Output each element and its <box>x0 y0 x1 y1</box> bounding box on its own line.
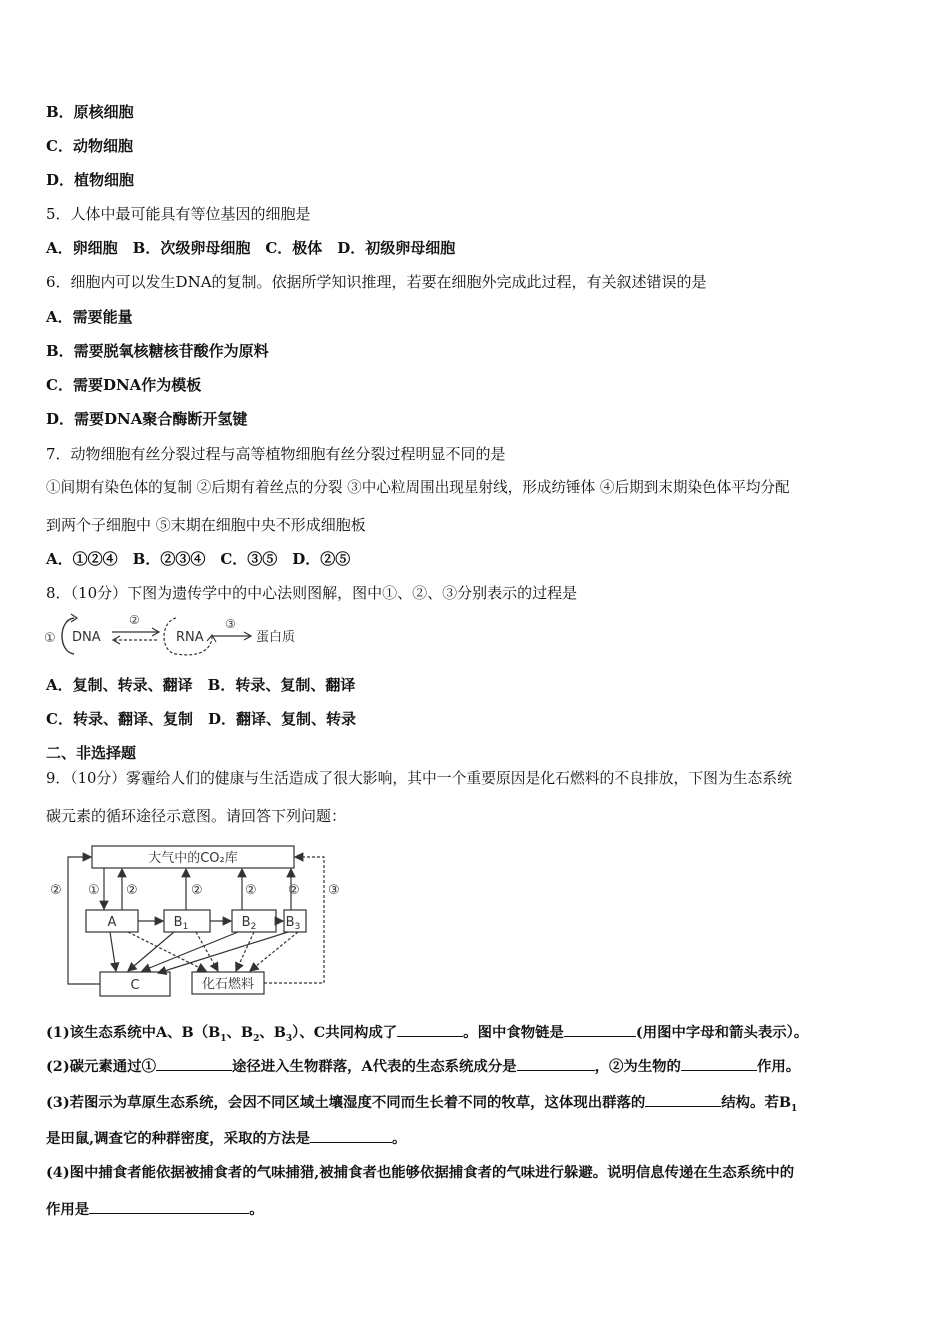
b1-to-c-arrow <box>128 932 174 971</box>
q6-stem: 6．细胞内可以发生DNA的复制。依据所学知识推理，若要在细胞外完成此过程，有关叙述错误的是 <box>46 273 707 291</box>
box-b2-sub: 2 <box>250 922 257 932</box>
b2-to-c-arrow <box>142 932 238 971</box>
q7-stem: 7．动物细胞有丝分裂过程与高等植物细胞有丝分裂过程明显不同的是 <box>46 445 506 463</box>
label-2-a: ② <box>126 883 138 898</box>
q9-sub2-part-a: (2)碳元素通过① <box>46 1058 156 1075</box>
box-b1-sub: 1 <box>182 922 189 932</box>
diagram-dna: DNA <box>72 630 101 645</box>
q9-sub1-sub2: 2 <box>253 1033 260 1044</box>
q9-sub2-part-b: 途径进入生物群落，A代表的生态系统成分是 <box>231 1058 517 1075</box>
q9-sub3-line2-part-a: 是田鼠,调查它的种群密度，采取的方法是 <box>46 1130 311 1147</box>
q9-sub1-part-c: 、B <box>259 1024 286 1041</box>
q9-sub1 <box>46 1022 808 1049</box>
b1-to-fuel-arrow <box>196 932 218 971</box>
box-b1-label: B <box>173 915 183 930</box>
q8-options-line1: A．复制、转录、翻译 B．转录、复制、翻译 <box>46 676 356 694</box>
q9-sub2-part-d: 作用。 <box>756 1058 801 1075</box>
q6-option-c: C．需要DNA作为模板 <box>46 376 202 394</box>
q9-stem-line1: 9．（10分）雾霾给人们的健康与生活造成了很大影响，其中一个重要原因是化石燃料的不良排放，下图为生态系统 <box>46 770 792 787</box>
q4-option-d: D．植物细胞 <box>46 171 135 189</box>
answer-blank-1[interactable] <box>397 1022 463 1037</box>
q9-sub3-line1 <box>46 1092 797 1119</box>
box-b2-label: B <box>241 915 251 930</box>
box-a-label: A <box>107 915 117 930</box>
q6-option-a: A．需要能量 <box>46 308 133 326</box>
b3-to-fuel-arrow <box>250 932 298 971</box>
box-b3-label: B <box>285 915 295 930</box>
label-3: ③ <box>328 883 340 898</box>
q5-stem: 5．人体中最可能具有等位基因的细胞是 <box>46 205 311 223</box>
q9-sub4-line2-part-b: 。 <box>249 1201 264 1218</box>
diagram-label-1: ① <box>44 631 56 646</box>
q9-sub3-line2-part-b: 。 <box>392 1130 407 1147</box>
q4-option-b: B．原核细胞 <box>46 103 134 121</box>
q9-sub1-sub3: 3 <box>285 1033 293 1044</box>
box-c-label: C <box>130 978 140 993</box>
q9-stem-line2: 碳元素的循环途径示意图。请回答下列问题： <box>46 807 347 825</box>
diagram-label-2: ② <box>129 613 140 627</box>
q9-sub3-sub: 1 <box>791 1103 798 1114</box>
central-dogma-diagram <box>44 610 324 662</box>
box-b3-sub: 3 <box>294 922 301 932</box>
q6-option-b: B．需要脱氧核糖核苷酸作为原料 <box>46 342 269 360</box>
answer-blank-6[interactable] <box>645 1092 721 1107</box>
answer-blank-3[interactable] <box>156 1056 232 1071</box>
answer-blank-5[interactable] <box>681 1056 757 1071</box>
q8-stem: 8．（10分）下图为遗传学中的中心法则图解，图中①、②、③分别表示的过程是 <box>46 584 578 602</box>
q9-sub1-sub1: 1 <box>220 1033 227 1044</box>
q9-sub2-part-c: ，②为生物的 <box>594 1058 681 1075</box>
q7-options: A．①②④ B．②③④ C．③⑤ D．②⑤ <box>46 550 351 568</box>
diagram-rna: RNA <box>176 630 204 645</box>
diagram-label-3: ③ <box>225 617 236 631</box>
label-2-b1: ② <box>191 883 203 898</box>
diagram-protein: 蛋白质 <box>256 630 296 645</box>
q9-sub4-line1: (4)图中捕食者能依据被捕食者的气味捕猎,被捕食者也能够依据捕食者的气味进行躲避。说明信息传递在生态系统中的 <box>46 1164 795 1181</box>
q7-items-line1: ①间期有染色体的复制 ②后期有着丝点的分裂 ③中心粒周围出现星射线，形成纺锤体 ④后期到末期染色体平均分配 <box>46 479 790 496</box>
b2-to-fuel-arrow <box>236 932 254 971</box>
section-heading: 二、非选择题 <box>46 744 137 762</box>
q9-sub1-part-f: (用图中字母和箭头表示）。 <box>635 1024 809 1041</box>
atmosphere-label: 大气中的CO₂库 <box>148 851 238 866</box>
q9-sub1-part-d: ）、C共同构成了 <box>292 1024 398 1041</box>
answer-blank-7[interactable] <box>310 1128 392 1143</box>
a-to-c-arrow <box>110 932 116 971</box>
q9-sub2 <box>46 1056 800 1077</box>
q9-sub1-part-a: (1)该生态系统中A、B（B <box>46 1024 221 1041</box>
q9-sub3-part-a: (3)若图示为草原生态系统，会因不同区域土壤湿度不同而生长着不同的牧草，这体现出群落的 <box>46 1094 646 1111</box>
q9-sub1-part-e: 。图中食物链是 <box>463 1024 564 1041</box>
box-fossil-fuel-label: 化石燃料 <box>201 977 255 992</box>
carbon-cycle-diagram <box>46 840 346 1002</box>
q9-sub3-line2 <box>46 1128 406 1149</box>
label-1: ① <box>88 883 100 898</box>
q5-options: A．卵细胞 B．次级卵母细胞 C．极体 D．初级卵母细胞 <box>46 239 456 257</box>
label-2-b3: ② <box>288 883 300 898</box>
q4-option-c: C．动物细胞 <box>46 137 133 155</box>
q9-sub4-line2 <box>46 1199 264 1220</box>
answer-blank-4[interactable] <box>517 1056 595 1071</box>
label-2-b2: ② <box>245 883 257 898</box>
q8-options-line2: C．转录、翻译、复制 D．翻译、复制、转录 <box>46 710 356 728</box>
q9-sub1-part-b: 、B <box>226 1024 254 1041</box>
q9-sub4-line2-part-a: 作用是 <box>46 1201 90 1218</box>
q7-items-line2: 到两个子细胞中 ⑤末期在细胞中央不形成细胞板 <box>46 516 366 534</box>
label-2-c: ② <box>50 883 62 898</box>
q9-sub3-part-b: 结构。若B <box>721 1094 791 1111</box>
q6-option-d: D．需要DNA聚合酶断开氢键 <box>46 410 248 428</box>
answer-blank-8[interactable] <box>89 1199 249 1214</box>
answer-blank-2[interactable] <box>564 1022 636 1037</box>
